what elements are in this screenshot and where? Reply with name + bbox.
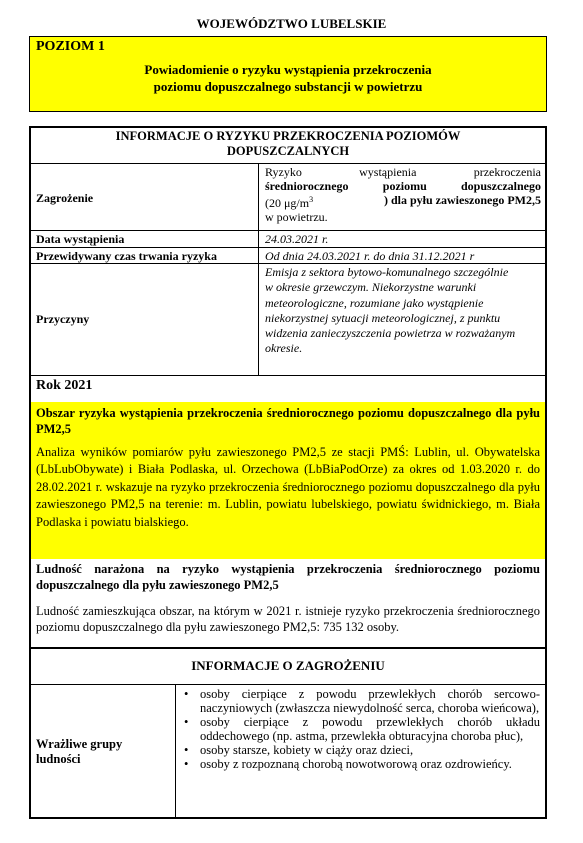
group-item: • osoby z rozpoznaną chorobą nowotworową oraz ozdrowieńcy. xyxy=(178,757,540,771)
threat-label: Zagrożenie xyxy=(36,191,94,205)
duration-label: Przewidywany czas trwania ryzyka xyxy=(36,249,217,263)
year-heading: Rok 2021 xyxy=(36,378,93,393)
region-title: WOJEWÓDZTWO LUBELSKIE xyxy=(196,16,387,31)
level-box xyxy=(29,36,547,112)
threat-unit: (20 μg/m xyxy=(265,196,310,210)
threat-line-1: Ryzyko wystąpienia przekroczenia xyxy=(265,165,541,179)
causes-label: Przyczyny xyxy=(36,312,90,326)
risk-area-title: Obszar ryzyka wystąpienia przekroczenia średniorocznego poziomu dopuszczalnego dla pyłu PM2,5 xyxy=(36,406,540,436)
groups-list-wrap xyxy=(178,687,540,771)
notice-line-1: Powiadomienie o ryzyku wystąpienia przekroczenia xyxy=(144,62,432,77)
threat-line-4: w powietrzu. xyxy=(265,210,328,224)
risk-info-title-line-1: INFORMACJE O RYZYKU PRZEKROCZENIA POZIOMÓW xyxy=(115,129,461,143)
population-title: Ludność narażona na ryzyko wystąpienia przekroczenia średniorocznego poziomu dopuszczalnego dla pyłu zawieszonego PM2,5 xyxy=(36,562,540,592)
group-item: • osoby starsze, kobiety w ciąży oraz dzieci, xyxy=(178,743,540,757)
threat-pollutant: ) dla pyłu zawieszonego PM2,5 xyxy=(384,193,541,207)
population-text: Ludność zamieszkująca obszar, na którym w 2021 r. istnieje ryzyko przekroczenia średniorocznego poziomu dopuszczalnego dla pyłu zawieszonego PM2,5: 735 132 osoby. xyxy=(36,604,540,634)
risk-info-title xyxy=(31,129,545,159)
threat-line-3 xyxy=(265,193,541,210)
threat-value xyxy=(265,165,541,224)
date-label: Data wystąpienia xyxy=(36,232,125,246)
date-value: 24.03.2021 r. xyxy=(265,232,329,246)
group-item: • osoby cierpiące z powodu przewlekłych chorób układu oddechowego (np. astma, przewlekła obturacyjna choroba płuc), xyxy=(178,715,540,743)
risk-info-title-line-2: DOPUSZCZALNYCH xyxy=(226,144,350,158)
group-item: • osoby cierpiące z powodu przewlekłych chorób sercowo-naczyniowych (zwłaszcza niewydolność serca, choroba wieńcowa), xyxy=(178,687,540,715)
groups-label-line-1: Wrażliwe grupy xyxy=(36,737,123,751)
threat-info-title: INFORMACJE O ZAGROŻENIU xyxy=(191,658,385,673)
groups-label xyxy=(36,737,122,767)
groups-list xyxy=(178,687,540,771)
duration-value: Od dnia 24.03.2021 r. do dnia 31.12.2021 r xyxy=(265,249,475,263)
risk-area-text: Analiza wyników pomiarów pyłu zawieszonego PM2,5 ze stacji PMŚ: Lublin, ul. Obywatelska (LbLubObywate) i Biała Podlaska, ul. Orzechowa (LbBiaPodOrze) za okres od 1.03.2020 r. do 28.02.2021 r. wskazuje na ryzyko przekroczenia średniorocznego poziomu dopuszczalnego dla pyłu zawieszonego PM2,5 na terenie: m. Lublin, powiatu lubelskiego, powiatu świdnickiego, m. Biała Podlaska i powiatu bialskiego. xyxy=(36,445,540,529)
notice-line-2: poziomu dopuszczalnego substancji w powietrzu xyxy=(153,79,423,94)
groups-label-line-2: ludności xyxy=(36,752,81,766)
threat-line-2: średniorocznego poziomu dopuszczalnego xyxy=(265,179,541,193)
level-label: POZIOM 1 xyxy=(36,39,105,54)
causes-value: Emisja z sektora bytowo-komunalnego szczególnie w okresie grzewczym. Niekorzystne warunki meteorologiczne, rozumiane jako wystąpienie niekorzystnej sytuacji meteorologicznej, z punktu widzenia zanieczyszczenia powietrza w rozważanym okresie. xyxy=(265,265,516,356)
notice-title xyxy=(30,61,546,95)
threat-unit-sup: 3 xyxy=(309,195,314,204)
